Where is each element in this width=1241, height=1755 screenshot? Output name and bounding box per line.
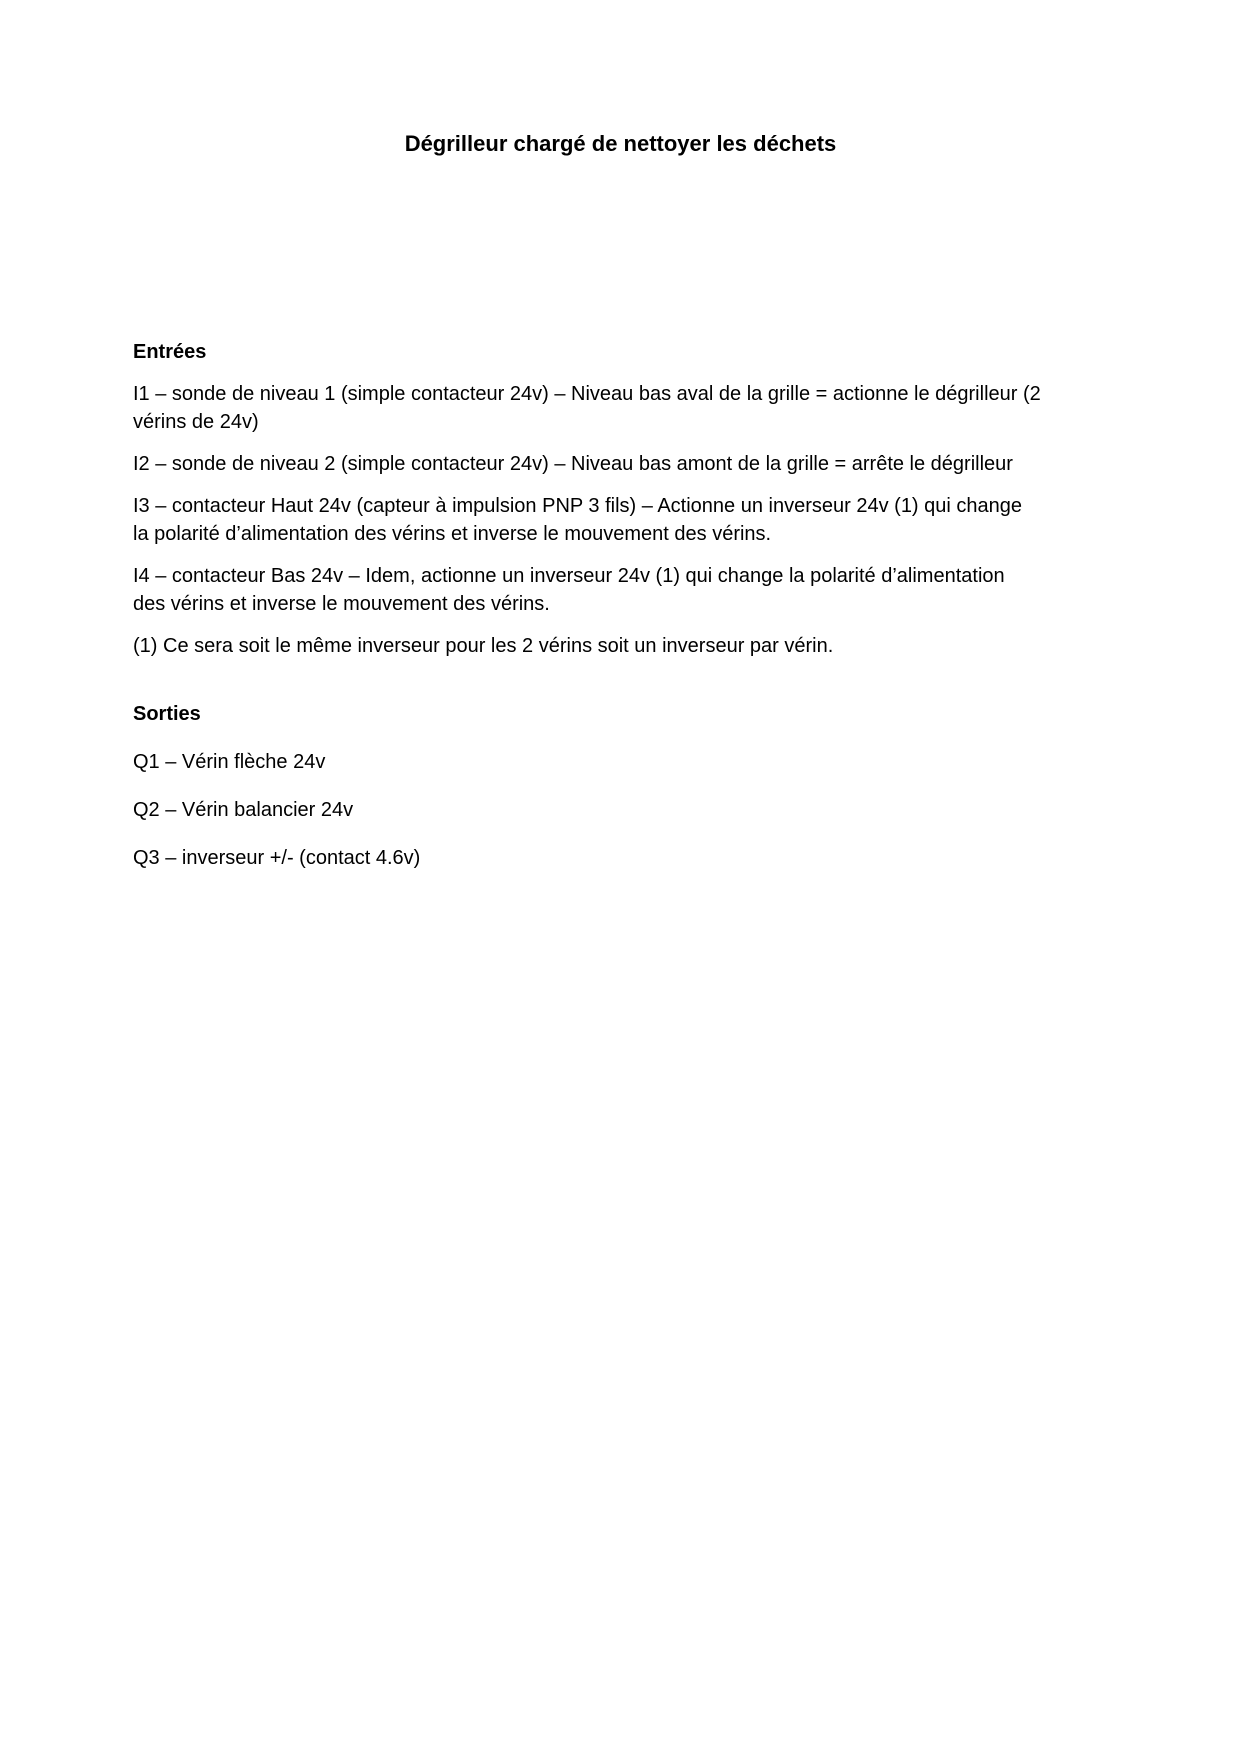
paragraph-output-q1 — [133, 748, 1108, 776]
text-line: la polarité d’alimentation des vérins et inverse le mouvement des vérins. — [133, 523, 772, 545]
paragraph-input-i3 — [133, 492, 1108, 548]
text-line: I3 – contacteur Haut 24v (capteur à impulsion PNP 3 fils) – Actionne un inverseur 24v (1) qui change — [133, 495, 1023, 517]
paragraph-input-i2 — [133, 450, 1108, 478]
section-heading-entrees: Entrées — [133, 341, 207, 363]
paragraph-footnote-1 — [133, 632, 1108, 660]
text-line: Q3 – inverseur +/- (contact 4.6v) — [133, 847, 421, 869]
text-line: I1 – sonde de niveau 1 (simple contacteur 24v) – Niveau bas aval de la grille = actionne le dégrilleur (2 — [133, 383, 1041, 405]
document-title: Dégrilleur chargé de nettoyer les déchets — [404, 131, 837, 156]
paragraph-output-q2 — [133, 796, 1108, 824]
paragraph-input-i4 — [133, 562, 1108, 618]
text-line: des vérins et inverse le mouvement des vérins. — [133, 593, 550, 615]
paragraph-output-q3 — [133, 844, 1108, 872]
text-line: vérins de 24v) — [133, 411, 259, 433]
text-line: I4 – contacteur Bas 24v – Idem, actionne un inverseur 24v (1) qui change la polarité d’alimentation — [133, 565, 1005, 587]
section-heading-sorties: Sorties — [133, 703, 201, 725]
text-line: Q1 – Vérin flèche 24v — [133, 751, 326, 773]
paragraph-input-i1 — [133, 380, 1108, 436]
text-line: (1) Ce sera soit le même inverseur pour les 2 vérins soit un inverseur par vérin. — [133, 635, 834, 657]
text-line: I2 – sonde de niveau 2 (simple contacteur 24v) – Niveau bas amont de la grille = arrête le dégrilleur — [133, 453, 1013, 475]
text-line: Q2 – Vérin balancier 24v — [133, 799, 354, 821]
